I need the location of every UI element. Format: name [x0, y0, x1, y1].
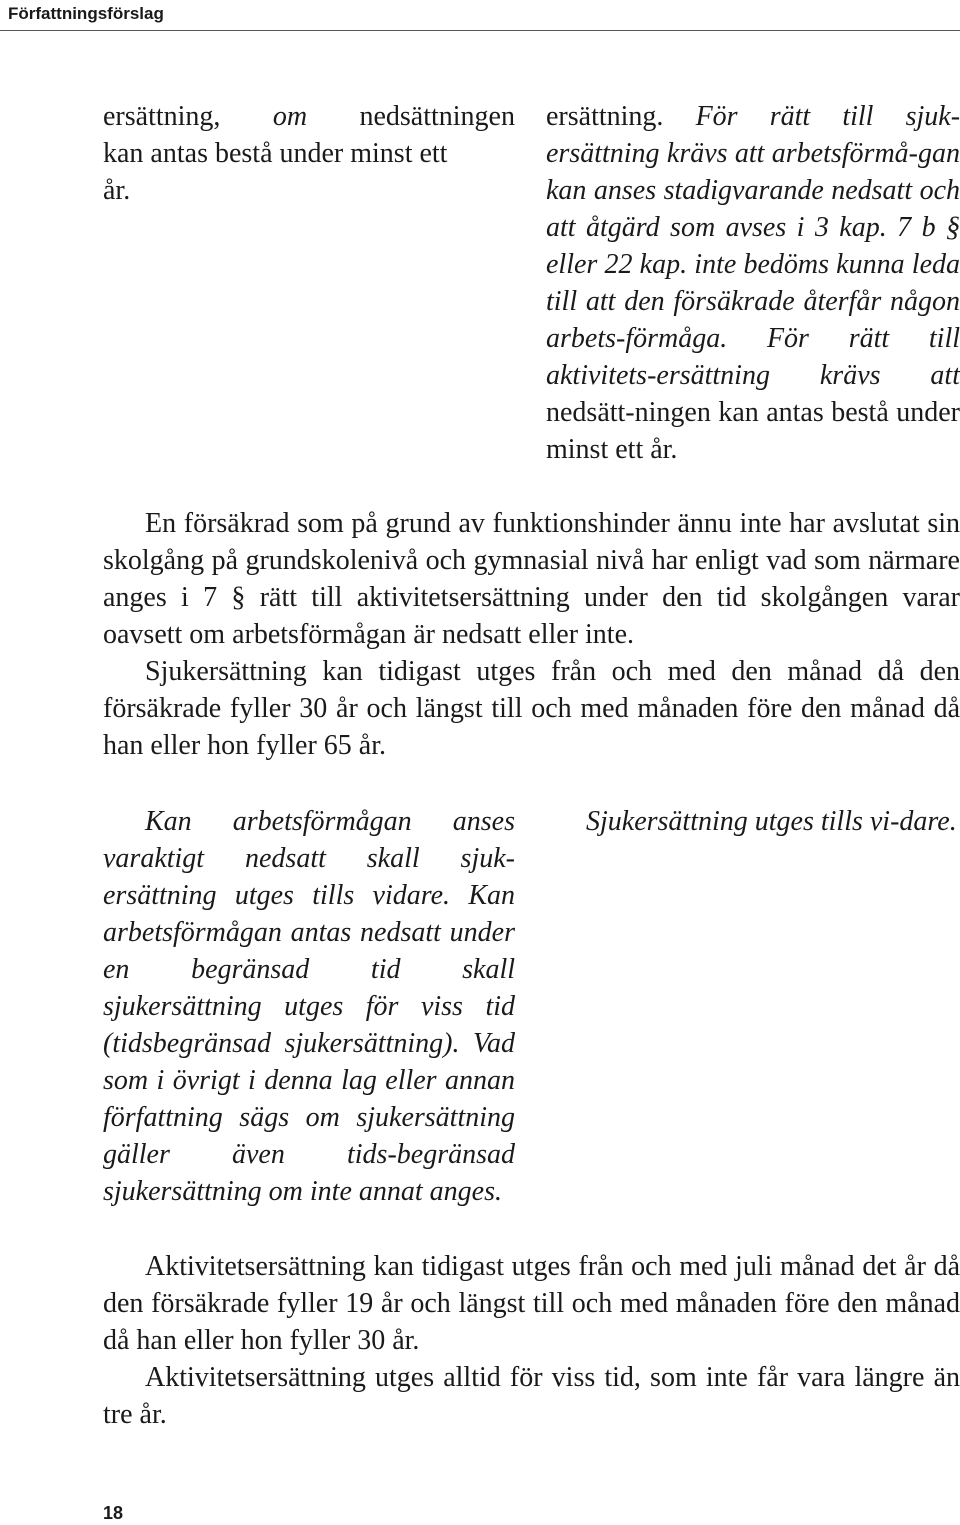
header-title: Författningsförslag: [8, 4, 164, 23]
paragraph-skolgang: En försäkrad som på grund av funktionshinder ännu inte har avslutat sin skolgång på grundskolenivå och gymnasial nivå har enligt vad som närmare anges i 7 § rätt till aktivitetsersättning under den tid skolgången varar oavsett om arbetsförmågan är nedsatt eller inte.: [103, 508, 960, 650]
block1-left-line-3: år.: [103, 175, 131, 206]
block1-left-word-2: om: [272, 101, 308, 132]
block1-right-lead: ersättning.: [546, 101, 664, 132]
block1-right-italic: För rätt till sjuk-ersättning krävs att arbetsförmå-gan kan anses stadigvarande nedsatt och att åtgärd som avses i 3 kap. 7 b § eller 22 kap. inte bedöms kunna leda till att den försäkrade återfår någon arbets-förmåga. För rätt till aktivitets-ersättning krävs att: [546, 101, 960, 391]
page-number: 18: [103, 1503, 124, 1523]
block2-left-column: [103, 803, 515, 1210]
block2-left-paragraph: Kan arbetsförmågan anses varaktigt nedsatt skall sjuk-ersättning utges tills vidare. Kan arbetsförmågan antas nedsatt under en begränsad tid skall sjukersättning utges för viss tid (tidsbegränsad sjukersättning). Vad som i övrigt i denna lag eller annan författning sägs om sjukersättning gäller även tids-begränsad sjukersättning om inte annat anges.: [103, 806, 515, 1207]
block2-right-paragraph: Sjukersättning utges tills vi-dare.: [586, 806, 957, 837]
block1-left-word-3: nedsättningen: [359, 101, 515, 132]
middle-paragraphs: [103, 505, 960, 764]
page-header: [0, 0, 960, 31]
block2-right-column: [586, 803, 960, 840]
block1-left-line-1: [103, 98, 515, 135]
paragraph-aktivitetsersattning-tid: Aktivitetsersättning utges alltid för viss tid, som inte får vara längre än tre år.: [103, 1362, 960, 1430]
block1-left-line-2: kan antas bestå under minst ett: [103, 138, 448, 169]
block1-left-column: [103, 98, 515, 209]
paragraph-aktivitetsersattning-alder: Aktivitetsersättning kan tidigast utges från och med juli månad det år då den försäkrade fyller 19 år och längst till och med månaden före den månad då han eller hon fyller 30 år.: [103, 1251, 960, 1356]
block1-right-column: [546, 98, 960, 468]
block1-left-word-1: ersättning,: [103, 101, 221, 132]
block1-right-paragraph: [546, 98, 960, 468]
block1-right-tail: nedsätt-ningen kan antas bestå under minst ett år.: [546, 397, 960, 465]
end-paragraphs: [103, 1248, 960, 1433]
paragraph-sjukersattning-alder: Sjukersättning kan tidigast utges från och med den månad då den försäkrade fyller 30 år och längst till och med månaden före den månad då han eller hon fyller 65 år.: [103, 656, 960, 761]
